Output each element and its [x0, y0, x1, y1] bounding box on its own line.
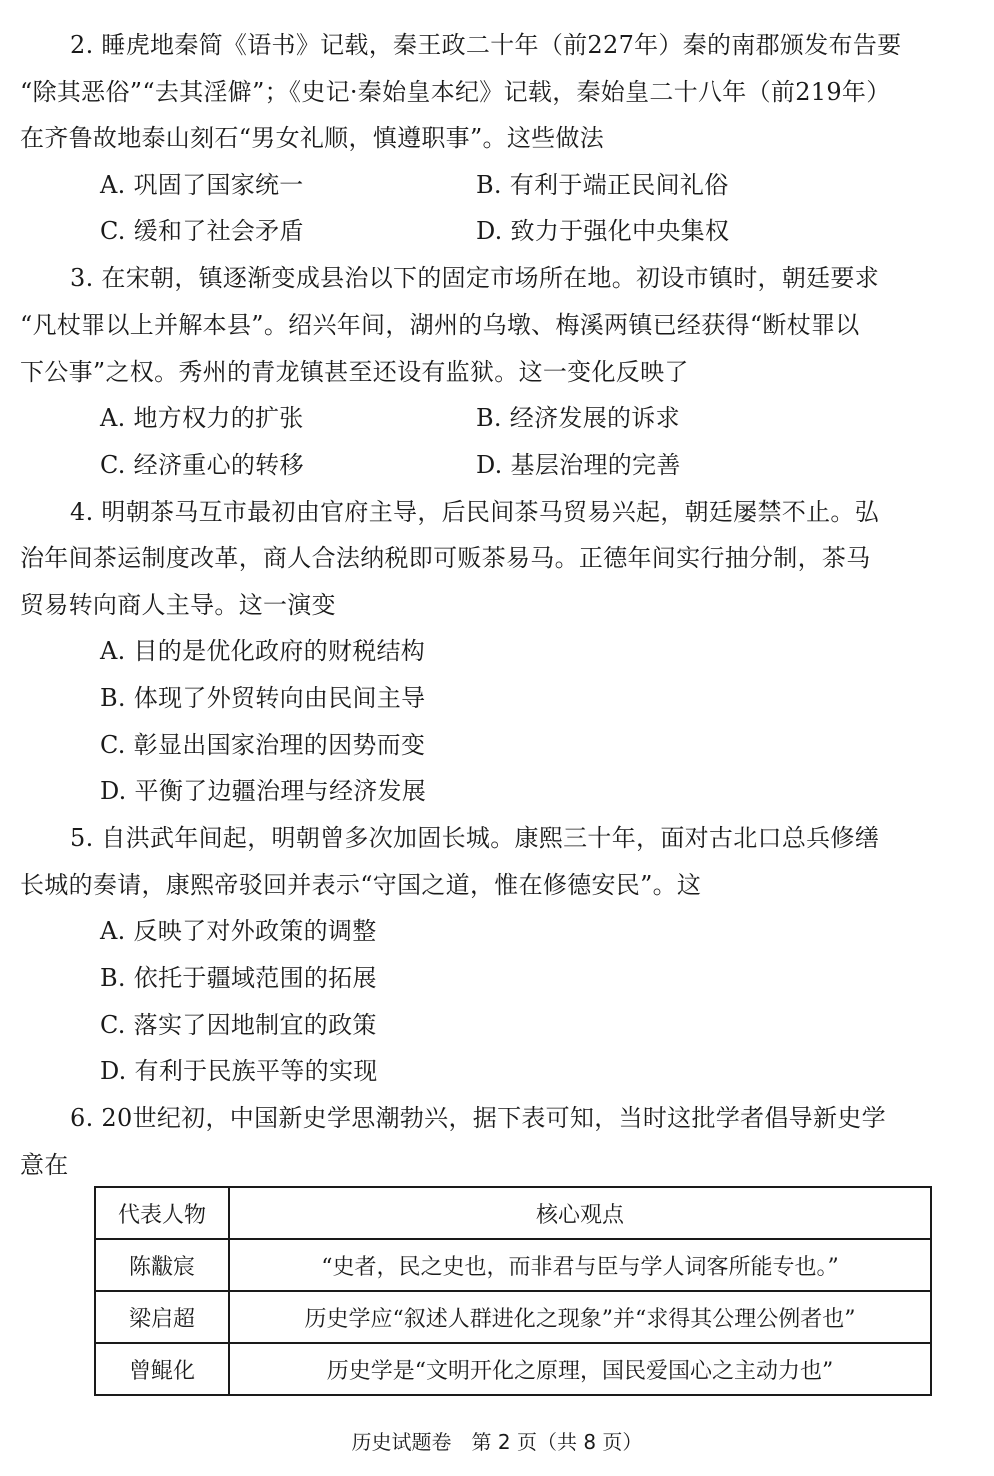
q2-line-1: 2. 睡虎地秦简《语书》记载，秦王政二十年（前227年）秦的南郡颁发布告要: [70, 31, 902, 59]
q4-option-a: A. 目的是优化政府的财税结构: [100, 637, 426, 665]
table-header-row: [95, 1187, 931, 1239]
q3-option-a: A. 地方权力的扩张: [100, 404, 304, 432]
q4-option-b: B. 体现了外贸转向由民间主导: [100, 684, 426, 712]
q3-line-1: 3. 在宋朝，镇逐渐变成县治以下的固定市场所在地。初设市镇时，朝廷要求: [70, 264, 880, 292]
table-cell-view: 历史学应“叙述人群进化之现象”并“求得其公理公例者也”: [229, 1291, 931, 1343]
table-cell-view: 历史学是“文明开化之原理，国民爱国心之主动力也”: [229, 1343, 931, 1395]
table-cell-view: “史者，民之史也，而非君与臣与学人词客所能专也。”: [229, 1239, 931, 1291]
q6-line-2: 意在: [20, 1151, 69, 1179]
q2-line-2: “除其恶俗”“去其淫僻”；《史记·秦始皇本纪》记载，秦始皇二十八年（前219年）: [20, 78, 891, 106]
q2-option-c: C. 缓和了社会矛盾: [100, 217, 304, 245]
q3-line-2: “凡杖罪以上并解本县”。绍兴年间，湖州的乌墩、梅溪两镇已经获得“断杖罪以: [20, 311, 860, 339]
q5-line-2: 长城的奏请，康熙帝驳回并表示“守国之道，惟在修德安民”。这: [20, 871, 702, 899]
table-cell-person: 曾鲲化: [95, 1343, 229, 1395]
table-header-cell: 核心观点: [229, 1187, 931, 1239]
q4-option-d: D. 平衡了边疆治理与经济发展: [100, 777, 427, 805]
table-header-cell: 代表人物: [95, 1187, 229, 1239]
table-cell-person: 陈黻宸: [95, 1239, 229, 1291]
q4-line-1: 4. 明朝茶马互市最初由官府主导，后民间茶马贸易兴起，朝廷屡禁不止。弘: [70, 498, 880, 526]
table-row: [95, 1291, 931, 1343]
q2-option-a: A. 巩固了国家统一: [100, 171, 304, 199]
q3-line-3: 下公事”之权。秀州的青龙镇甚至还设有监狱。这一变化反映了: [20, 358, 689, 386]
q4-line-3: 贸易转向商人主导。这一演变: [20, 591, 336, 619]
q4-option-c: C. 彰显出国家治理的因势而变: [100, 731, 426, 759]
q6-line-1: 6. 20世纪初，中国新史学思潮勃兴，据下表可知，当时这批学者倡导新史学: [70, 1104, 886, 1132]
q5-option-c: C. 落实了因地制宜的政策: [100, 1011, 377, 1039]
q3-option-b: B. 经济发展的诉求: [476, 404, 680, 432]
q5-option-b: B. 依托于疆域范围的拓展: [100, 964, 377, 992]
q2-option-d: D. 致力于强化中央集权: [476, 217, 730, 245]
historians-table: [94, 1186, 932, 1396]
q5-option-d: D. 有利于民族平等的实现: [100, 1057, 378, 1085]
table-row: [95, 1343, 931, 1395]
q4-line-2: 治年间茶运制度改革，商人合法纳税即可贩茶易马。正德年间实行抽分制，茶马: [20, 544, 871, 572]
page-footer: 历史试题卷 第 2 页（共 8 页）: [351, 1430, 643, 1454]
q3-option-c: C. 经济重心的转移: [100, 451, 304, 479]
table-row: [95, 1239, 931, 1291]
table-cell-person: 梁启超: [95, 1291, 229, 1343]
q5-option-a: A. 反映了对外政策的调整: [100, 917, 377, 945]
q2-option-b: B. 有利于端正民间礼俗: [476, 171, 729, 199]
q3-option-d: D. 基层治理的完善: [476, 451, 681, 479]
q5-line-1: 5. 自洪武年间起，明朝曾多次加固长城。康熙三十年，面对古北口总兵修缮: [70, 824, 880, 852]
q2-line-3: 在齐鲁故地泰山刻石“男女礼顺，慎遵职事”。这些做法: [20, 124, 605, 152]
